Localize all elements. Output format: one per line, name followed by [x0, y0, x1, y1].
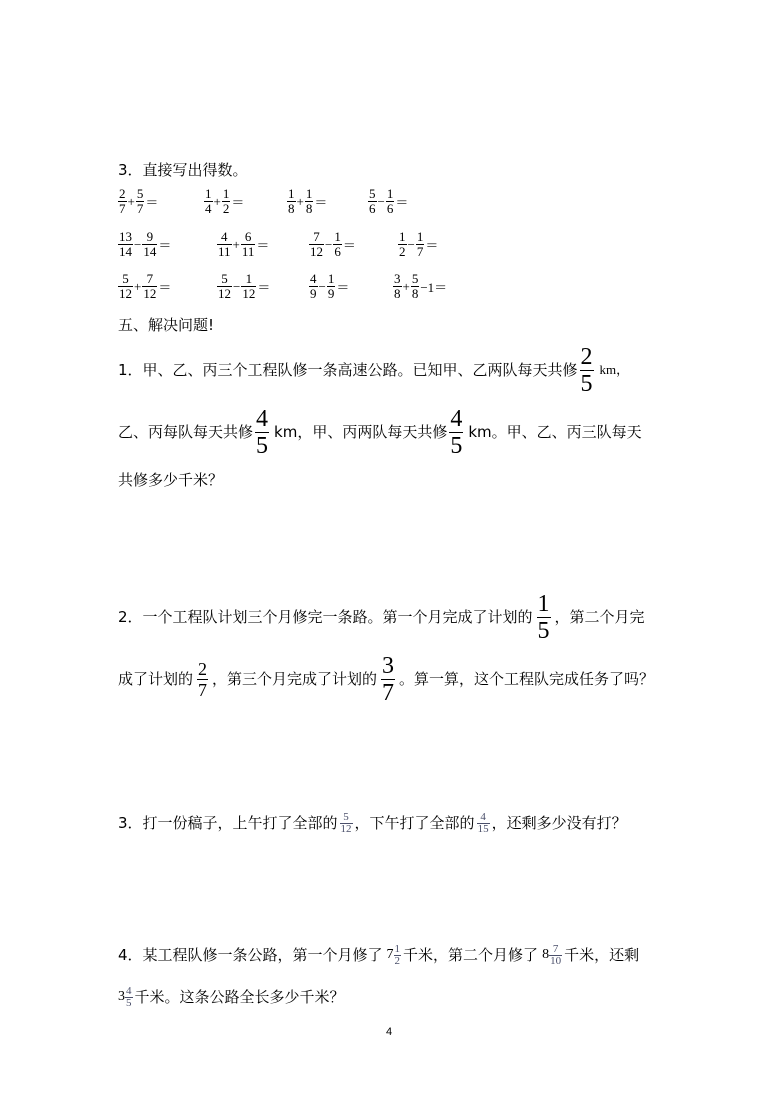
equals-sign: −1＝	[420, 280, 448, 295]
fraction-1-5	[537, 591, 551, 644]
numerator: 5	[340, 812, 353, 824]
equals-sign: ＝	[231, 195, 245, 210]
denominator: 5	[126, 996, 132, 1009]
operator: +	[232, 236, 240, 252]
denominator: 14	[143, 244, 157, 259]
fraction	[118, 230, 133, 259]
numerator: 4	[126, 984, 132, 997]
denominator: 2	[399, 244, 406, 259]
exercise-item	[118, 272, 172, 301]
exercise-item	[118, 230, 172, 259]
operator: −	[233, 278, 241, 294]
denominator: 8	[394, 286, 401, 301]
denominator: 5	[450, 432, 463, 459]
fraction	[309, 230, 324, 259]
numerator: 2	[580, 343, 593, 370]
fraction	[305, 187, 314, 216]
mixed-whole-3: 3	[118, 989, 125, 1004]
denominator: 7	[119, 201, 126, 216]
problem-2-text-b: ，第二个月完	[554, 608, 645, 626]
numerator: 1	[288, 186, 295, 201]
problem-4-text-c: 千米，还剩	[564, 946, 640, 964]
denominator: 8	[305, 201, 313, 216]
problem-4-text-a: 4．某工程队修一条公路，第一个月修了	[118, 946, 383, 964]
fraction-4-5-c	[125, 986, 133, 1009]
equals-sign: ＝	[257, 280, 271, 295]
denominator: 6	[369, 201, 376, 216]
numerator: 4	[310, 271, 317, 286]
problem-2-text-a: 2．一个工程队计划三个月修完一条路。第一个月完成了计划的	[118, 608, 533, 626]
operator: +	[134, 278, 142, 294]
fraction	[217, 272, 232, 301]
fraction-2-5	[580, 344, 594, 397]
numerator: 5	[118, 272, 133, 287]
numerator: 13	[119, 229, 132, 244]
numerator: 1	[334, 229, 341, 244]
denominator: 8	[411, 286, 419, 301]
problem-3-text-a: 3．打一份稿子，上午打了全部的	[118, 814, 338, 832]
numerator: 5	[217, 272, 232, 287]
fraction-2-7	[197, 659, 208, 700]
fraction	[393, 272, 402, 301]
fraction	[386, 187, 395, 216]
fraction	[118, 272, 133, 301]
problem-2-line-2	[118, 651, 654, 707]
fraction	[327, 272, 336, 301]
exercise-item	[217, 230, 270, 259]
fraction	[241, 230, 256, 259]
numerator: 3	[382, 652, 395, 679]
numerator: 1	[416, 229, 424, 244]
operator: −	[377, 193, 385, 209]
denominator: 5	[256, 432, 269, 459]
exercise-item	[217, 272, 271, 301]
equals-sign: ＝	[342, 238, 356, 253]
numerator: 7	[142, 272, 157, 287]
equals-sign: ＝	[314, 195, 328, 210]
fraction	[222, 187, 231, 216]
operator: +	[402, 278, 410, 294]
problem-1-text-d: km。甲、乙、丙三队每天	[468, 423, 642, 441]
denominator: 15	[477, 822, 489, 835]
problem-3-text-c: ，还剩多少没有打？	[491, 814, 627, 832]
numerator: 1	[537, 590, 550, 617]
operator: +	[127, 193, 135, 209]
numerator: 1	[386, 186, 394, 201]
fraction	[287, 187, 296, 216]
fraction	[118, 187, 127, 216]
denominator: 6	[334, 244, 341, 259]
fraction	[309, 272, 318, 301]
equals-sign: ＝	[145, 195, 159, 210]
denominator: 12	[310, 244, 323, 259]
exercise-item	[309, 272, 350, 301]
problem-4-line-1	[118, 940, 639, 970]
denominator: 12	[242, 286, 256, 301]
problem-4-line-2	[118, 982, 345, 1012]
fraction-3-7	[381, 653, 395, 706]
fraction	[411, 272, 420, 301]
problem-3	[118, 808, 627, 838]
page-number: 4	[386, 1026, 393, 1038]
numerator: 5	[411, 271, 419, 286]
denominator: 5	[537, 617, 550, 644]
fraction-7-10	[549, 944, 562, 967]
numerator: 1	[241, 272, 256, 287]
numerator: 1	[394, 942, 401, 955]
denominator: 12	[143, 286, 157, 301]
operator: −	[325, 236, 333, 252]
operator: −	[407, 236, 415, 252]
mixed-whole-8: 8	[542, 947, 550, 962]
denominator: 9	[327, 286, 335, 301]
problem-1-text-c: km，甲、丙两队每天共修	[274, 423, 448, 441]
numerator: 2	[119, 186, 126, 201]
numerator: 1	[327, 271, 335, 286]
denominator: 7	[136, 201, 144, 216]
problem-2-text-e: 。算一算，这个工程队完成任务了吗？	[399, 670, 655, 688]
equals-sign: ＝	[158, 238, 172, 253]
operator: +	[296, 193, 304, 209]
problem-1-unit: km，	[599, 362, 630, 377]
exercise-item	[287, 187, 328, 216]
operator: +	[213, 193, 221, 209]
fraction	[217, 230, 232, 259]
problem-2-text-c: 成了计划的	[118, 670, 194, 688]
denominator: 5	[580, 370, 593, 397]
problem-4-text-b: 千米，第二个月修了	[403, 946, 539, 964]
denominator: 11	[218, 244, 231, 259]
numerator: 4	[256, 405, 269, 432]
fraction	[142, 230, 157, 259]
numerator: 6	[241, 230, 256, 245]
fraction	[333, 230, 342, 259]
exercise-item	[118, 187, 159, 216]
exercise-item	[204, 187, 245, 216]
problem-1-text-a: 1．甲、乙、丙三个工程队修一条高速公路。已知甲、乙两队每天共修	[118, 361, 578, 379]
denominator: 11	[241, 244, 255, 259]
numerator: 1	[305, 186, 313, 201]
denominator: 8	[288, 201, 295, 216]
fraction	[416, 230, 425, 259]
numerator: 5	[369, 186, 376, 201]
fraction-1-2	[394, 944, 402, 967]
numerator: 2	[198, 658, 208, 679]
numerator: 1	[222, 186, 230, 201]
denominator: 7	[382, 679, 395, 706]
fraction-5-12	[340, 812, 353, 835]
fraction-4-5-a	[255, 406, 269, 459]
denominator: 12	[119, 286, 132, 301]
fraction	[368, 187, 377, 216]
exercise-item	[368, 187, 409, 216]
numerator: 7	[549, 944, 562, 956]
denominator: 2	[222, 201, 230, 216]
denominator: 2	[394, 954, 401, 967]
exercise-item	[398, 230, 439, 259]
numerator: 9	[142, 230, 157, 245]
denominator: 6	[386, 201, 394, 216]
denominator: 12	[218, 286, 231, 301]
denominator: 12	[340, 822, 352, 835]
numerator: 5	[136, 186, 144, 201]
numerator: 4	[217, 230, 232, 245]
fraction-4-15	[477, 812, 490, 835]
operator: −	[318, 278, 326, 294]
operator: −	[134, 236, 142, 252]
numerator: 7	[309, 230, 324, 245]
fraction	[136, 187, 145, 216]
problem-1-line-3: 共修多少千米？	[118, 471, 224, 489]
denominator: 4	[205, 201, 212, 216]
section-3-heading: 3．直接写出得数。	[118, 161, 248, 179]
problem-3-text-b: ，下午打了全部的	[354, 814, 475, 832]
problem-4-text-d: 千米。这条公路全长多少千米？	[134, 988, 345, 1006]
numerator: 1	[399, 229, 406, 244]
equals-sign: ＝	[256, 238, 270, 253]
denominator: 7	[416, 244, 424, 259]
problem-1-line-2	[118, 403, 642, 461]
fraction	[204, 187, 213, 216]
equals-sign: ＝	[158, 280, 172, 295]
numerator: 3	[394, 271, 401, 286]
equals-sign: ＝	[395, 195, 409, 210]
section-5-heading: 五、解决问题!	[118, 316, 215, 334]
fraction	[142, 272, 157, 301]
equals-sign: ＝	[336, 280, 350, 295]
denominator: 14	[119, 244, 132, 259]
problem-2-line-1	[118, 589, 645, 645]
equals-sign: ＝	[425, 238, 439, 253]
numerator: 4	[477, 812, 490, 824]
problem-1-line-1	[118, 342, 629, 398]
fraction	[241, 272, 256, 301]
exercise-item	[309, 230, 357, 259]
mixed-whole-7: 7	[386, 947, 394, 962]
denominator: 10	[550, 954, 562, 967]
problem-1-text-b: 乙、丙每队每天共修	[118, 423, 254, 441]
problem-2-text-d: ，第三个月完成了计划的	[212, 670, 378, 688]
fraction-4-5-b	[449, 406, 463, 459]
exercise-item	[393, 272, 448, 301]
fraction	[398, 230, 407, 259]
denominator: 7	[198, 679, 208, 700]
denominator: 9	[310, 286, 317, 301]
numerator: 4	[450, 405, 463, 432]
numerator: 1	[205, 186, 212, 201]
